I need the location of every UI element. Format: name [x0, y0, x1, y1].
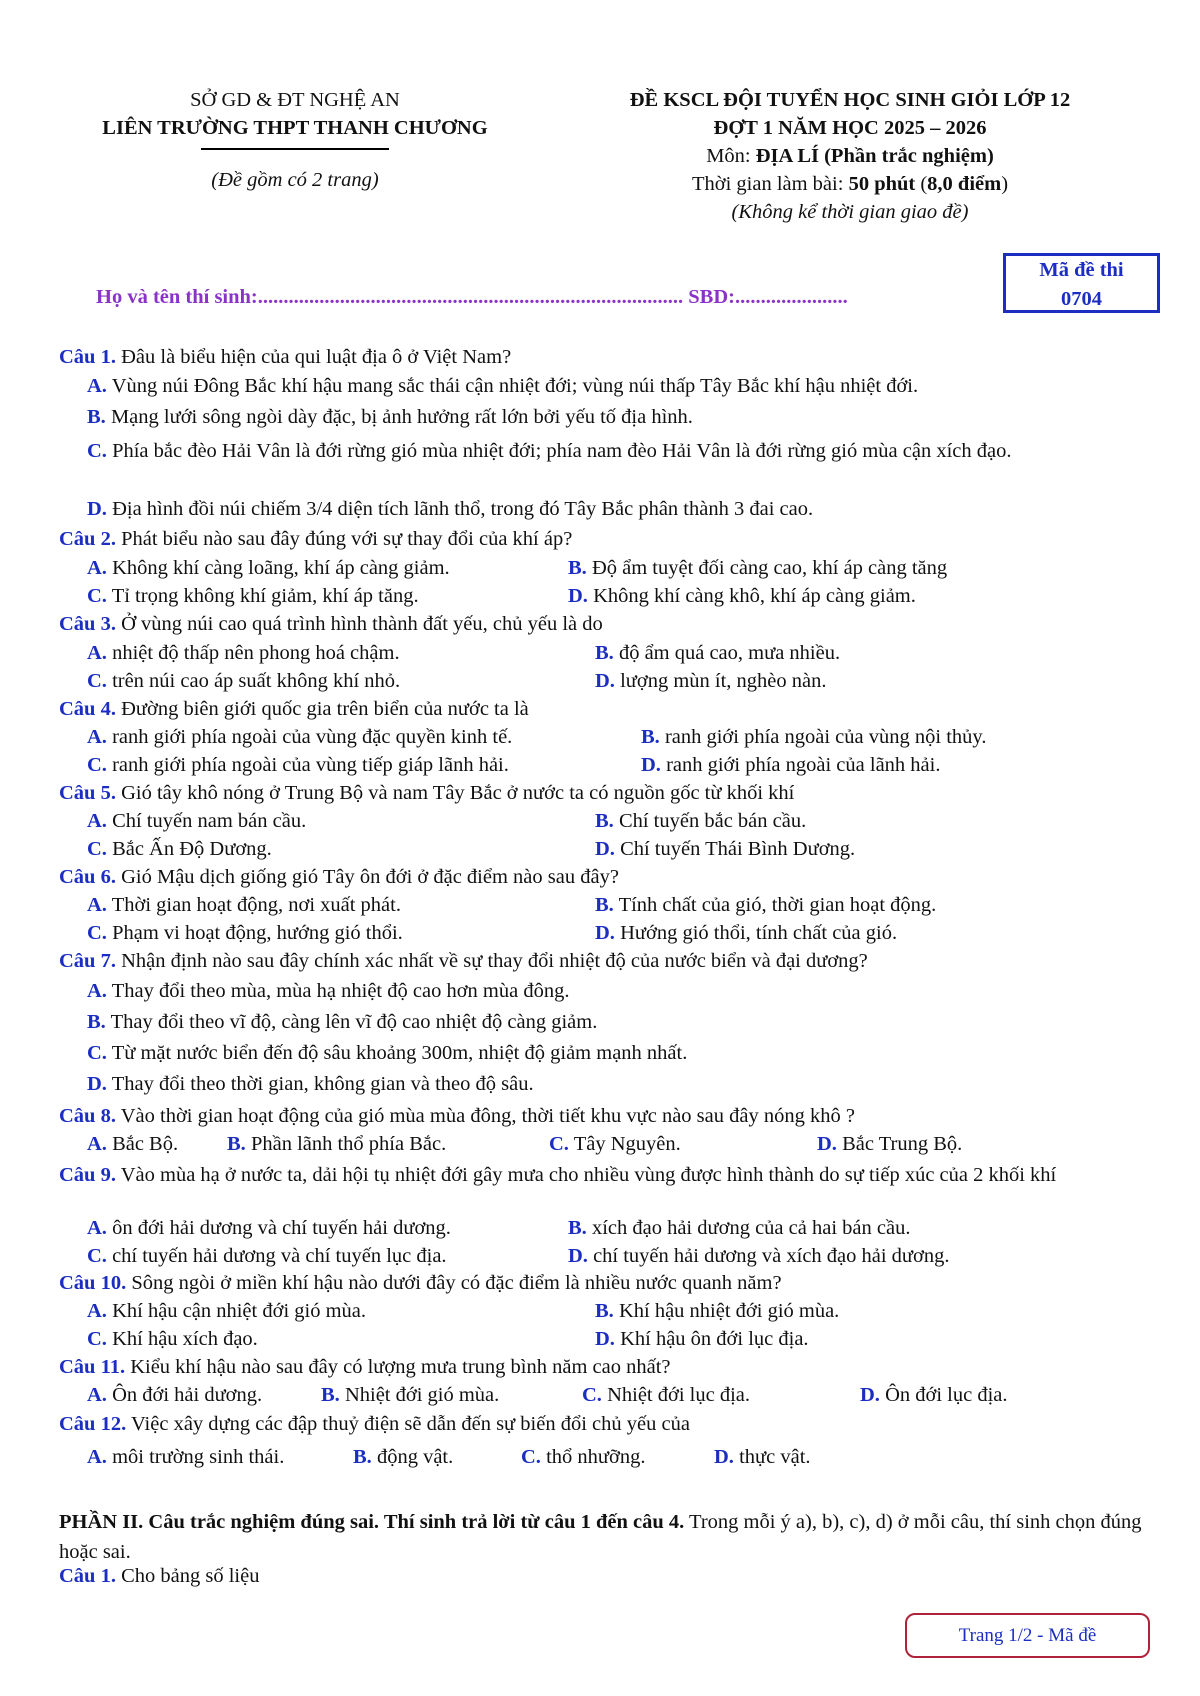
q1-option-a: A. Vùng núi Đông Bắc khí hậu mang sắc thái cận nhiệt đới; vùng núi thấp Tây Bắc khí hậu nhiệt đới. [87, 375, 919, 397]
time-line: Thời gian làm bài: 50 phút (8,0 điểm) [691, 173, 1009, 195]
q10-option-d: D. Khí hậu ôn đới lục địa. [595, 1328, 809, 1350]
time-value: 50 phút [848, 173, 916, 195]
q3-option-a: A. nhiệt độ thấp nên phong hoá chậm. [87, 642, 400, 664]
q1-option-c: C. Phía bắc đèo Hải Vân là đới rừng gió mùa nhiệt đới; phía nam đèo Hải Vân là đới rừng gió mùa cận xích đạo. [87, 440, 1012, 462]
q2-option-b: B. Độ ẩm tuyệt đối càng cao, khí áp càng tăng [568, 557, 948, 579]
q3-option-d: D. lượng mùn ít, nghèo nàn. [595, 670, 827, 692]
q11-option-c: C. Nhiệt đới lục địa. [582, 1384, 750, 1406]
q12-option-a: A. môi trường sinh thái. [87, 1446, 285, 1468]
exam-title: ĐỀ KSCL ĐỘI TUYỂN HỌC SINH GIỎI LỚP 12 [629, 89, 1071, 111]
q6-option-d: D. Hướng gió thổi, tính chất của gió. [595, 922, 898, 944]
q6-option-c: C. Phạm vi hoạt động, hướng gió thổi. [87, 922, 403, 944]
q11-option-a: A. Ôn đới hải dương. [87, 1384, 263, 1406]
question-11: Câu 11. Kiểu khí hậu nào sau đây có lượng mưa trung bình năm cao nhất? [59, 1356, 671, 1378]
q10-option-b: B. Khí hậu nhiệt đới gió mùa. [595, 1300, 840, 1322]
q8-option-c: C. Tây Nguyên. [549, 1133, 681, 1155]
q3-option-b: B. độ ẩm quá cao, mưa nhiều. [595, 642, 841, 664]
q12-option-b: B. động vật. [353, 1446, 454, 1468]
sbd-blank: ...................... [734, 286, 848, 308]
q10-option-c: C. Khí hậu xích đạo. [87, 1328, 258, 1350]
q11-option-b: B. Nhiệt đới gió mùa. [321, 1384, 500, 1406]
question-8: Câu 8. Vào thời gian hoạt động của gió mùa mùa đông, thời tiết khu vực nào sau đây nóng khô ? [59, 1105, 855, 1127]
q5-option-a: A. Chí tuyến nam bán cầu. [87, 810, 307, 832]
q1-option-d: D. Địa hình đồi núi chiếm 3/4 diện tích lãnh thổ, trong đó Tây Bắc phân thành 3 đai cao. [87, 498, 814, 520]
q12-option-c: C. thổ nhưỡng. [521, 1446, 646, 1468]
question-3: Câu 3. Ở vùng núi cao quá trình hình thành đất yếu, chủ yếu là do [59, 613, 603, 635]
page-count-note: (Đề gồm có 2 trang) [211, 169, 379, 191]
q2-option-a: A. Không khí càng loãng, khí áp càng giảm. [87, 557, 450, 579]
q9-option-c: C. chí tuyến hải dương và chí tuyến lục địa. [87, 1245, 447, 1267]
q7-option-d: D. Thay đổi theo thời gian, không gian và theo độ sâu. [87, 1073, 534, 1095]
question-1: Câu 1. Đâu là biểu hiện của qui luật địa ô ở Việt Nam? [59, 346, 512, 368]
school-name: LIÊN TRƯỜNG THPT THANH CHƯƠNG [102, 117, 488, 139]
q7-option-b: B. Thay đổi theo vĩ độ, càng lên vĩ độ cao nhiệt độ càng giảm. [87, 1011, 598, 1033]
q2-option-d: D. Không khí càng khô, khí áp càng giảm. [568, 585, 916, 607]
q5-option-b: B. Chí tuyến bắc bán cầu. [595, 810, 807, 832]
q5-option-d: D. Chí tuyến Thái Bình Dương. [595, 838, 856, 860]
q8-option-d: D. Bắc Trung Bộ. [817, 1133, 963, 1155]
score-value: 8,0 điểm [927, 173, 1002, 195]
q4-option-c: C. ranh giới phía ngoài của vùng tiếp giáp lãnh hải. [87, 754, 509, 776]
q4-option-b: B. ranh giới phía ngoài của vùng nội thủy. [641, 726, 987, 748]
header-divider [201, 148, 389, 150]
question-2: Câu 2. Phát biểu nào sau đây đúng với sự thay đổi của khí áp? [59, 528, 573, 550]
part2-question-1: Câu 1. Cho bảng số liệu [59, 1565, 260, 1587]
q10-option-a: A. Khí hậu cận nhiệt đới gió mùa. [87, 1300, 367, 1322]
time-note: (Không kể thời gian giao đề) [731, 201, 969, 223]
exam-round: ĐỢT 1 NĂM HỌC 2025 – 2026 [713, 117, 987, 139]
q7-option-a: A. Thay đổi theo mùa, mùa hạ nhiệt độ cao hơn mùa đông. [87, 980, 570, 1002]
question-7: Câu 7. Nhận định nào sau đây chính xác nhất về sự thay đổi nhiệt độ của nước biển và đại dương? [59, 950, 868, 972]
q7-option-c: C. Từ mặt nước biển đến độ sâu khoảng 300m, nhiệt độ giảm mạnh nhất. [87, 1042, 688, 1064]
q3-option-c: C. trên núi cao áp suất không khí nhỏ. [87, 670, 401, 692]
q9-option-d: D. chí tuyến hải dương và xích đạo hải dương. [568, 1245, 950, 1267]
part2-instructions: PHẦN II. Câu trắc nghiệm đúng sai. Thí sinh trả lời từ câu 1 đến câu 4. Trong mỗi ý a), b), c), d) ở mỗi câu, thí sinh chọn đúng hoặc sai. [59, 1511, 1142, 1563]
q11-option-d: D. Ôn đới lục địa. [860, 1384, 1008, 1406]
sbd-label: SBD: [688, 286, 735, 308]
part2-heading: PHẦN II. Câu trắc nghiệm đúng sai. Thí sinh trả lời từ câu 1 đến câu 4. [59, 1511, 685, 1533]
department-name: SỞ GD & ĐT NGHỆ AN [190, 89, 400, 111]
q9-option-a: A. ôn đới hải dương và chí tuyến hải dương. [87, 1217, 451, 1239]
q4-option-d: D. ranh giới phía ngoài của lãnh hải. [641, 754, 941, 776]
question-5: Câu 5. Gió tây khô nóng ở Trung Bộ và nam Tây Bắc ở nước ta có nguồn gốc từ khối khí [59, 782, 795, 804]
q1-option-b: B. Mạng lưới sông ngòi dày đặc, bị ảnh hưởng rất lớn bởi yếu tố địa hình. [87, 406, 693, 428]
question-4: Câu 4. Đường biên giới quốc gia trên biển của nước ta là [59, 698, 529, 720]
q8-option-a: A. Bắc Bộ. [87, 1133, 179, 1155]
q4-option-a: A. ranh giới phía ngoài của vùng đặc quyền kinh tế. [87, 726, 513, 748]
question-9: Câu 9. Vào mùa hạ ở nước ta, dải hội tụ nhiệt đới gây mưa cho nhiều vùng được hình thành do sự tiếp xúc của 2 khối khí [59, 1164, 1057, 1186]
student-name-blank: ................................................................................... [257, 286, 684, 308]
q8-option-b: B. Phần lãnh thổ phía Bắc. [227, 1133, 447, 1155]
q6-option-b: B. Tính chất của gió, thời gian hoạt động. [595, 894, 937, 916]
question-6: Câu 6. Gió Mậu dịch giống gió Tây ôn đới ở đặc điểm nào sau đây? [59, 866, 619, 888]
q2-option-c: C. Tỉ trọng không khí giảm, khí áp tăng. [87, 585, 419, 607]
q12-option-d: D. thực vật. [714, 1446, 811, 1468]
exam-code-box [1003, 253, 1160, 313]
student-info-line [96, 286, 848, 309]
exam-code-value: 0704 [1061, 288, 1102, 310]
subject-name: ĐỊA LÍ (Phần trắc nghiệm) [755, 145, 994, 167]
subject-line: Môn: ĐỊA LÍ (Phần trắc nghiệm) [706, 145, 994, 167]
question-10: Câu 10. Sông ngòi ở miền khí hậu nào dưới đây có đặc điểm là nhiều nước quanh năm? [59, 1272, 782, 1294]
q6-option-a: A. Thời gian hoạt động, nơi xuất phát. [87, 894, 401, 916]
page-footer-badge: Trang 1/2 - Mã đề [905, 1613, 1150, 1658]
q5-option-c: C. Bắc Ấn Độ Dương. [87, 838, 272, 860]
exam-header [560, 86, 1140, 226]
q9-option-b: B. xích đạo hải dương của cả hai bán cầu. [568, 1217, 911, 1239]
exam-code-label: Mã đề thi [1039, 259, 1124, 281]
student-name-label: Họ và tên thí sinh: [96, 286, 258, 308]
question-12: Câu 12. Việc xây dựng các đập thuỷ điện sẽ dẫn đến sự biến đổi chủ yếu của [59, 1413, 690, 1435]
school-header [40, 86, 550, 194]
